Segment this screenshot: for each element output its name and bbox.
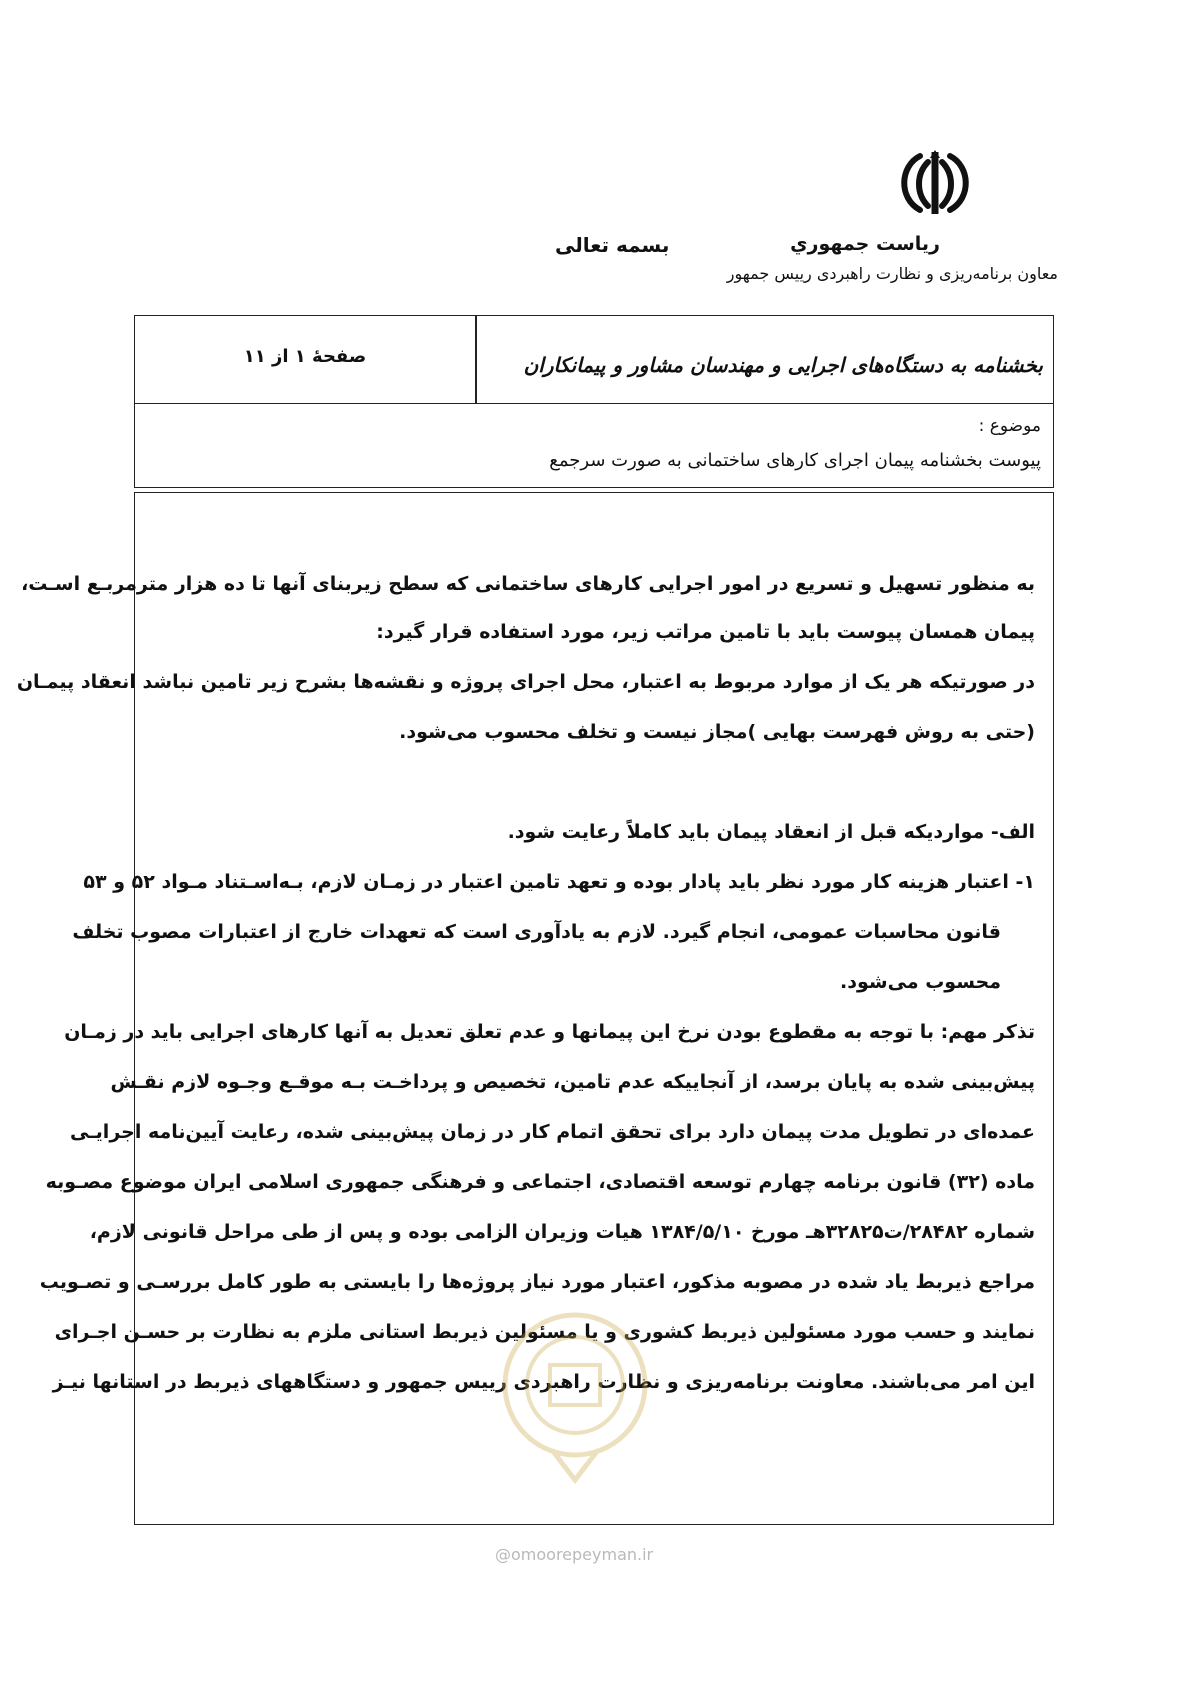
watermark-url: @omoorepeyman.ir xyxy=(495,1545,654,1564)
header-divider xyxy=(475,316,477,403)
body-line: در صورتیکه هر یک از موارد مربوط به اعتبار، محل اجرای پروژه و نقشه‌ها بشرح زیر تامین نباشد انعقاد پیمـان xyxy=(16,671,1035,693)
body-line: ماده (۳۲) قانون برنامه چهارم توسعه اقتصادی، اجتماعی و فرهنگی جمهوری اسلامی ایران موضوع مصـوبه xyxy=(45,1171,1035,1193)
body-line: عمده‌ای در تطویل مدت پیمان دارد برای تحقق اتمام کار در زمان پیش‌بینی شده، رعایت آیین‌نامه اجرایـی xyxy=(69,1121,1035,1143)
circular-addressee: بخشنامه به دستگاه‌های اجرایی و مهندسان مشاور و پیمانکاران xyxy=(523,353,1043,377)
body-line: این امر می‌باشند. معاونت برنامه‌ریزی و نظارت راهبردی رییس جمهور و دستگاههای ذیربط در استانها نیـز xyxy=(52,1371,1035,1393)
basmala-heading: بسمه تعالی xyxy=(555,233,670,257)
iran-emblem-icon xyxy=(890,148,980,218)
circular-header-box xyxy=(134,315,1054,488)
body-line: محسوب می‌شود. xyxy=(840,971,1001,993)
body-line: نمایند و حسب مورد مسئولین ذیربط کشوری و یا مسئولین ذیربط استانی ملزم به نظارت بر حسـن اجـرای xyxy=(54,1321,1035,1343)
body-line: (حتی به روش فهرست بهایی )مجاز نیست و تخلف محسوب می‌شود. xyxy=(399,721,1035,743)
subject-label: موضوع : xyxy=(978,416,1041,436)
body-line: تذکر مهم: با توجه به مقطوع بودن نرخ این پیمانها و عدم تعلق تعدیل به آنها کارهای اجرایی باید در زمـان xyxy=(64,1021,1035,1043)
body-line: پیمان همسان پیوست باید با تامین مراتب زیر، مورد استفاده قرار گیرد: xyxy=(376,621,1035,643)
organization-subtitle: معاون برنامه‌ریزی و نظارت راهبردی رییس جمهور xyxy=(726,264,1058,283)
body-line: مراجع ذیربط یاد شده در مصوبه مذکور، اعتبار مورد نیاز پروژه‌ها را بایستی به طور کامل بررسـی و تصـویب xyxy=(39,1271,1035,1293)
watermark-seal-icon xyxy=(490,1290,660,1490)
subject-text: پیوست بخشنامه پیمان اجرای کارهای ساختمانی به صورت سرجمع xyxy=(549,450,1041,471)
section-heading: الف- مواردیکه قبل از انعقاد پیمان باید کاملاً رعایت شود. xyxy=(507,821,1035,843)
page-number: صفحهٔ ۱ از ۱۱ xyxy=(243,346,367,367)
body-line: به منظور تسهیل و تسریع در امور اجرایی کارهای ساختمانی که سطح زیربنای آنها تا ده هزار مترمربـع اسـت، xyxy=(21,573,1035,595)
body-line: پیش‌بینی شده به پایان برسد، از آنجاییکه عدم تامین، تخصیص و پرداخـت بـه موقـع وجـوه لازم نقـش xyxy=(110,1071,1035,1093)
organization-title: رياست جمهوري xyxy=(790,233,940,255)
body-line: ۱- اعتبار هزینه کار مورد نظر باید پادار بوده و تعهد تامین اعتبار در زمـان لازم، بـه‌اسـتناد مـواد ۵۲ و ۵۳ xyxy=(83,871,1035,893)
body-line: شماره ۲۸۴۸۲/ت۳۲۸۲۵هـ مورخ ۱۳۸۴/۵/۱۰ هیات وزیران الزامی بوده و پس از طی مراحل قانونی لازم، xyxy=(89,1221,1035,1243)
body-line: قانون محاسبات عمومی، انجام گیرد. لازم به یادآوری است که تعهدات خارج از اعتبارات مصوب تخلف xyxy=(72,921,1001,943)
